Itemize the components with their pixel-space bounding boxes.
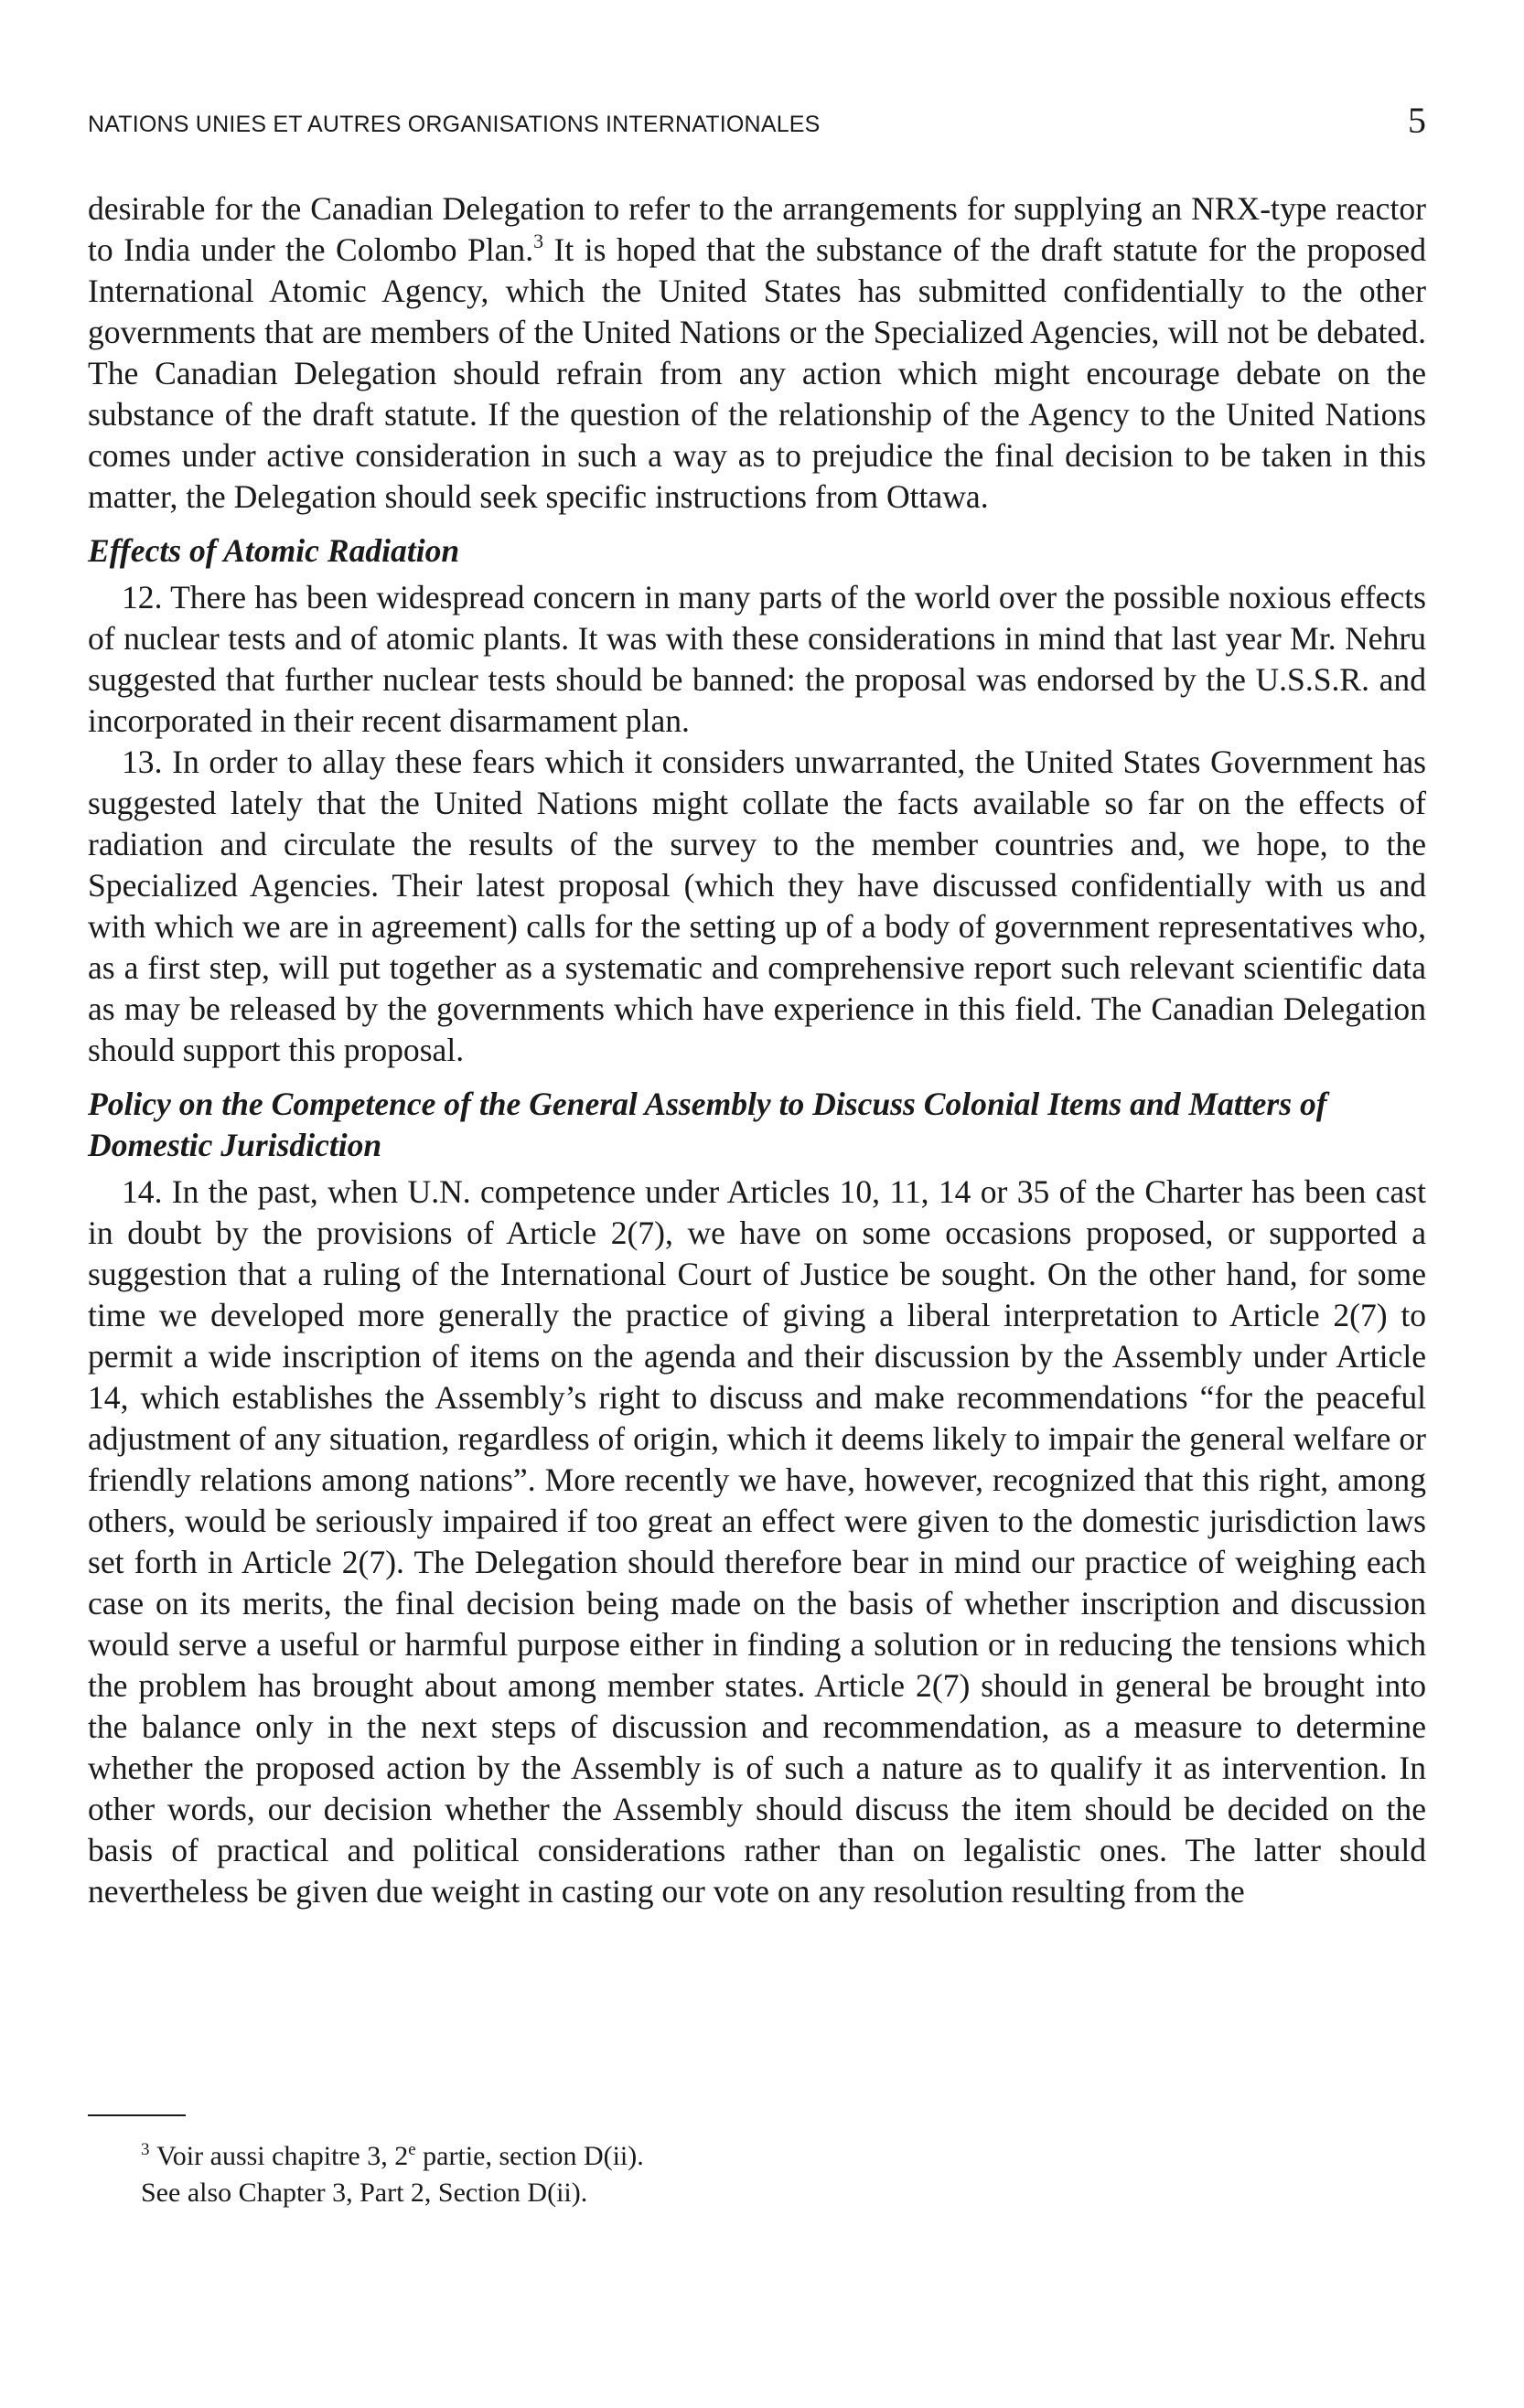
paragraph-13: 13. In order to allay these fears which it considers unwarranted, the United States Government has suggested lately that the United Nations might collate the facts available so far on the effects of radiation and circulate the results of the survey to the member countries and, we hope, to the Specialized Agencies. Their latest proposal (which they have discussed confidentially with us and with which we are in agreement) calls for the setting up of a body of government representatives who, as a first step, will put together as a systematic and comprehensive report such relevant scientific data as may be released by the governments which have experience in this field. The Canadian Delegation should support this proposal. [88, 744, 1426, 1068]
section-heading-competence: Policy on the Competence of the General Assembly to Discuss Colonial Items and Matters of Domestic Jurisdiction [88, 1086, 1327, 1163]
running-head [88, 102, 1426, 139]
paragraph-continued-text: desirable for the Canadian Delegation to refer to the arrangements for supplying an NRX-type reactor to India under the Colombo Plan. [88, 190, 1426, 268]
section-heading-atomic-radiation: Effects of Atomic Radiation [88, 532, 460, 569]
footnote-3-french-superscript: e [408, 2140, 416, 2159]
running-title: NATIONS UNIES ET AUTRES ORGANISATIONS INTERNATIONALES [88, 112, 821, 137]
paragraph-12: 12. There has been widespread concern in many parts of the world over the possible noxious effects of nuclear tests and of atomic plants. It was with these considerations in mind that last year Mr. Nehru suggested that further nuclear tests should be banned: the proposal was endorsed by the U.S.S.R. and incorporated in their recent disarmament plan. [88, 579, 1426, 739]
paragraph-14: 14. In the past, when U.N. competence under Articles 10, 11, 14 or 35 of the Charter has been cast in doubt by the provisions of Article 2(7), we have on some occasions proposed, or supported a suggestion that a ruling of the International Court of Justice be sought. On the other hand, for some time we developed more generally the practice of giving a liberal interpretation to Article 2(7) to permit a wide inscription of items on the agenda and their discussion by the Assembly under Article 14, which establishes the Assembly’s right to discuss and make recommendations “for the peaceful adjustment of any situation, regardless of origin, which it deems likely to impair the general welfare or friendly relations among nations”. More recently we have, however, recognized that this right, among others, would be seriously impaired if too great an effect were given to the domestic jurisdiction laws set forth in Article 2(7). The Delegation should therefore bear in mind our practice of weighing each case on its merits, the final decision being made on the basis of whether inscription and discussion would serve a useful or harmful purpose either in finding a solution or in reducing the tensions which the problem has brought about among member states. Article 2(7) should in general be brought into the balance only in the next steps of discussion and recommendation, as a measure to determine whether the proposed action by the Assembly is of such a nature as to qualify it as intervention. In other words, our decision whether the Assembly should discuss the item should be decided on the basis of practical and political considerations rather than on legalistic ones. The latter should nevertheless be given due weight in casting our vote on any resolution resulting from the [88, 1173, 1426, 1910]
footnote-3-french-text: Voir aussi chapitre 3, 2 [156, 2141, 409, 2171]
footnote-3-english: See also Chapter 3, Part 2, Section D(ii). [141, 2178, 588, 2208]
paragraph-continued-text-rest: It is hoped that the substance of the draft statute for the proposed International Atomic Agency, which the United States has submitted confidentially to the other governments that are members of the United Nations or the Specialized Agencies, will not be debated. The Canadian Delegation should refrain from any action which might encourage debate on the substance of the draft statute. If the question of the relationship of the Agency to the United Nations comes under active consideration in such a way as to prejudice the final decision to be taken in this matter, the Delegation should seek specific instructions from Ottawa. [88, 231, 1427, 515]
paragraph-continued [88, 188, 1426, 518]
body-text [88, 188, 1426, 1912]
footnote-3-french-text-rest: partie, section D(ii). [415, 2141, 644, 2171]
footnote-3-french [88, 2138, 1426, 2175]
footnote-3-mark: 3 [141, 2140, 150, 2159]
footnote-divider [88, 2114, 186, 2116]
footnote-reference: 3 [533, 230, 544, 252]
page-number: 5 [1408, 100, 1426, 141]
footnotes [88, 2114, 1426, 2211]
